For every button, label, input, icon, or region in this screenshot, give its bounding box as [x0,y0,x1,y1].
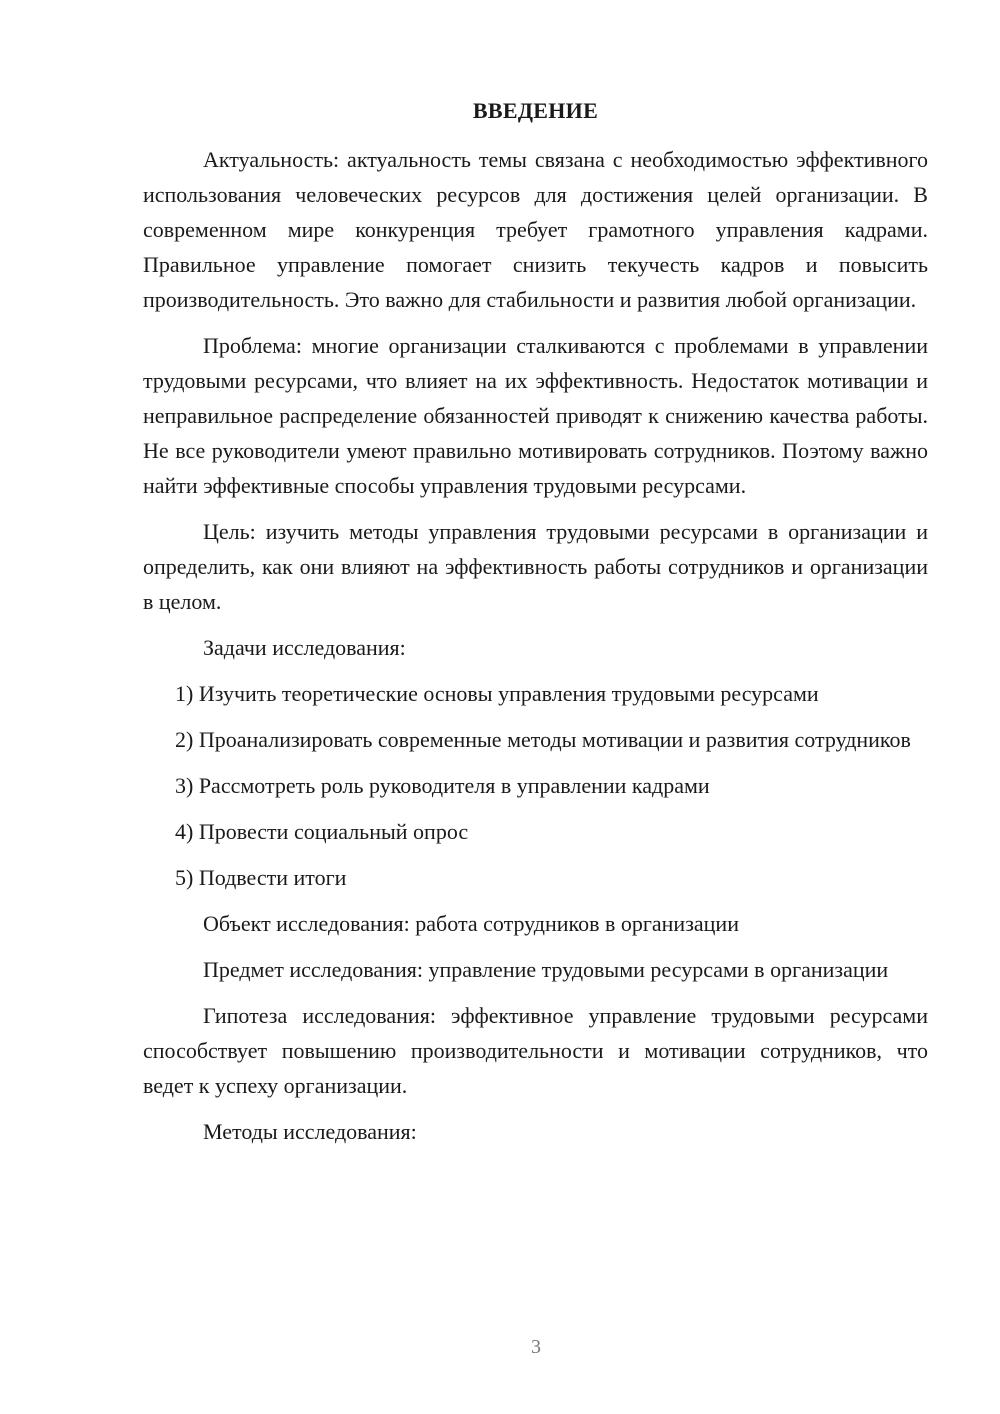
task-item-5: 5) Подвести итоги [175,865,347,890]
research-subject: Предмет исследования: управление трудовыми ресурсами в организации [203,957,889,982]
research-methods: Методы исследования: [203,1119,417,1144]
section-title: ВВЕДЕНИЕ [472,98,599,123]
paragraph-goal: Цель: изучить методы управления трудовыми ресурсами в организации и определить, как они влияют на эффективность работы сотрудников и организации в целом. [143,519,928,614]
research-hypothesis: Гипотеза исследования: эффективное управление трудовыми ресурсами способствует повышению производительности и мотивации сотрудников, что ведет к успеху организации. [143,1003,928,1098]
task-item-1: 1) Изучить теоретические основы управления трудовыми ресурсами [175,681,819,706]
task-item-2: 2) Проанализировать современные методы мотивации и развития сотрудников [175,727,911,752]
paragraph-relevance: Актуальность: актуальность темы связана с необходимостью эффективного использования человеческих ресурсов для достижения целей организации. В современном мире конкуренция требует грамотного управления кадрами. Правильное управление помогает снизить текучесть кадров и повысить производительность. Это важно для стабильности и развития любой организации. [143,147,928,312]
research-object: Объект исследования: работа сотрудников в организации [203,911,739,936]
page-content [143,96,928,1160]
task-item-4: 4) Провести социальный опрос [175,819,469,844]
paragraph-problem: Проблема: многие организации сталкиваются с проблемами в управлении трудовыми ресурсами, что влияет на их эффективность. Недостаток мотивации и неправильное распределение обязанностей приводят к снижению качества работы. Не все руководители умеют правильно мотивировать сотрудников. Поэтому важно найти эффективные способы управления трудовыми ресурсами. [143,333,928,498]
tasks-heading: Задачи исследования: [203,635,406,660]
page-number: 3 [531,1336,541,1358]
task-item-3: 3) Рассмотреть роль руководителя в управлении кадрами [175,773,710,798]
